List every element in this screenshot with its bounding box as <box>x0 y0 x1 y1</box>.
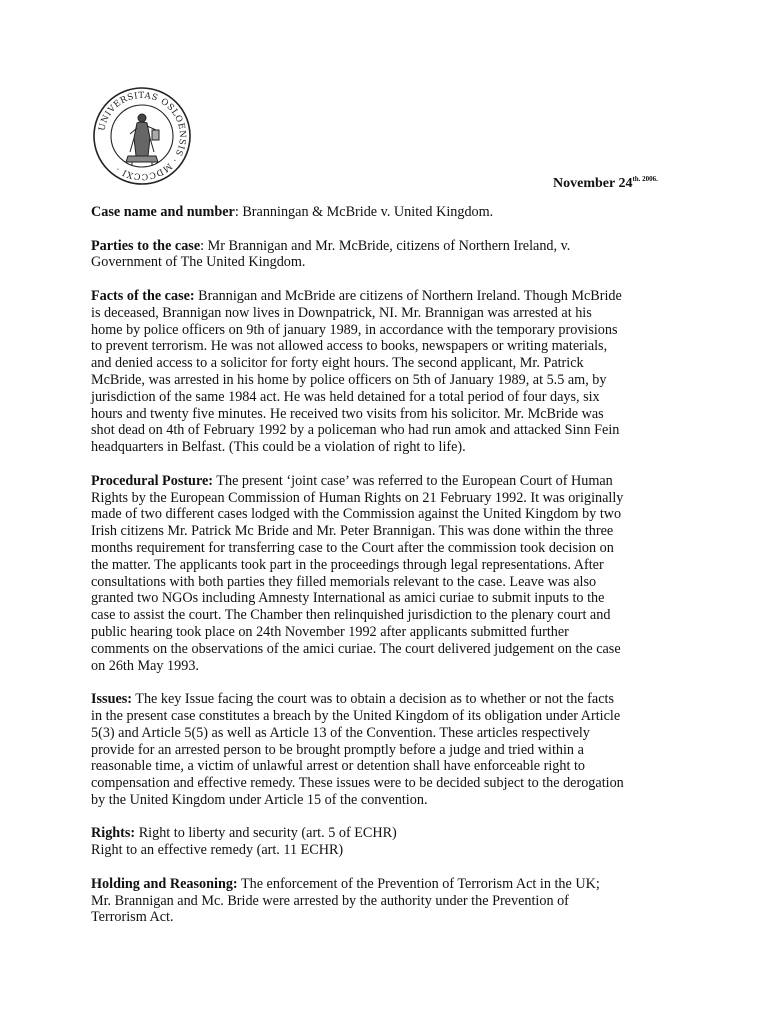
rights-line: Right to liberty and security (art. 5 of ECHR) <box>135 825 397 842</box>
svg-text:UNIVERSITAS OSLOENSIS · MDCCCX: UNIVERSITAS OSLOENSIS · MDCCCXI · <box>97 90 188 182</box>
facts-line: Brannigan and McBride are citizens of Northern Ireland. Though McBride <box>194 287 622 304</box>
university-seal <box>90 86 194 186</box>
case-name-text: : Branningan & McBride v. United Kingdom. <box>234 204 494 220</box>
issues-line: provide for an arrested person to be brought promptly before a judge and tried within a <box>91 741 584 758</box>
procedural-line: public hearing took place on 24th November 1992 after applicants submitted further <box>91 623 569 640</box>
facts-line: and denied access to a solicitor for forty eight hours. The second applicant, Mr. Patrick <box>91 355 584 372</box>
document-date: November $24^{th. 2006.}$ <box>553 175 658 191</box>
holding-line: Terrorism Act. <box>91 909 174 926</box>
date-suffix: th. 2006. <box>632 175 658 183</box>
holding-label: Holding and Reasoning: <box>91 875 238 892</box>
issues-line: reasonable time, a victim of unlawful arrest or detention shall have enforceable right to <box>91 758 586 775</box>
parties-section <box>91 238 681 272</box>
issues-line: The key Issue facing the court was to obtain a decision as to whether or not the facts <box>132 691 614 708</box>
rights-label: Rights: <box>91 825 136 842</box>
procedural-line: the matter. The applicants took part in the proceedings through legal representations. After <box>91 556 604 573</box>
facts-label: Facts of the case: <box>91 287 195 304</box>
procedural-section <box>91 473 681 675</box>
facts-line: is deceased, Brannigan now lives in Downpatrick, NI. Mr. Brannigan was arrested at his <box>91 304 592 321</box>
holding-line: Mr. Brannigan and Mc. Bride were arrested by the authority under the Prevention of <box>91 892 569 909</box>
parties-line: : Mr Brannigan and Mr. McBride, citizens of Northern Ireland, v. <box>200 237 571 254</box>
procedural-line: granted two NGOs including Amnesty International as amici curiae to submit inputs to the <box>91 590 605 607</box>
facts-line: shot dead on 4th of February 1992 by a policeman who had run amok and attacked Sinn Fein <box>91 422 620 439</box>
case-name-section <box>91 204 681 221</box>
facts-line: hours and twenty five minutes. He received two visits from his solicitor. Mr. McBride was <box>91 405 604 422</box>
facts-line: headquarters in Belfast. (This could be a violation of right to life). <box>91 439 466 456</box>
issues-line: by the United Kingdom under Article 15 of the convention. <box>91 791 428 808</box>
holding-line: The enforcement of the Prevention of Terrorism Act in the UK; <box>237 875 600 892</box>
parties-line: Government of The United Kingdom. <box>91 254 306 271</box>
rights-line: Right to an effective remedy (art. 11 ECHR) <box>91 842 344 859</box>
holding-section <box>91 876 681 926</box>
issues-section <box>91 691 681 809</box>
procedural-line: The present ‘joint case’ was referred to the European Court of Human <box>213 472 613 489</box>
procedural-line: Irish citizens Mr. Patrick Mc Bride and Mr. Peter Brannigan. This was done within the three <box>91 523 614 540</box>
case-brief <box>91 204 681 943</box>
parties-label: Parties to the case <box>91 237 201 254</box>
facts-line: to prevent terrorism. He was not allowed access to books, newspapers or writing materials, <box>91 338 608 355</box>
procedural-line: Rights by the European Commission of Human Rights on 21 February 1992. It was originally <box>91 489 624 506</box>
procedural-label: Procedural Posture: <box>91 472 214 489</box>
issues-label: Issues: <box>91 691 132 708</box>
procedural-line: comments on the observations of the amici curiae. The court delivered judgement on the case <box>91 640 621 657</box>
procedural-line: case to assist the court. The Chamber then relinquished jurisdiction to the plenary court and <box>91 607 611 624</box>
case-name-label: Case name and number <box>91 204 235 220</box>
facts-section <box>91 288 681 456</box>
issues-line: 5(3) and Article 5(5) as well as Article 13 of the Convention. These articles respectively <box>91 724 590 741</box>
procedural-line: consultations with both parties they filled memorials relevant to the case. Leave was also <box>91 573 597 590</box>
rights-section <box>91 825 681 859</box>
facts-line: home by police officers on 9th of january 1989, in accordance with the temporary provisions <box>91 321 618 338</box>
procedural-line: made of two different cases lodged with the Commission against the United Kingdom by two <box>91 506 622 523</box>
facts-line: McBride, was arrested in his home by police officers on 5th of January 1989, at 5.5 am, by <box>91 371 607 388</box>
issues-line: compensation and effective remedy. These issues were to be decided subject to the derogation <box>91 775 624 792</box>
procedural-line: months requirement for transferring case to the Court after the commission took decision on <box>91 539 614 556</box>
facts-line: jurisdiction of the same 1984 act. He was held detained for a total period of four days, six <box>91 388 600 405</box>
procedural-line: on 26th May 1993. <box>91 657 199 674</box>
issues-line: in the present case constitutes a breach by the United Kingdom of its obligation under Article <box>91 707 621 724</box>
